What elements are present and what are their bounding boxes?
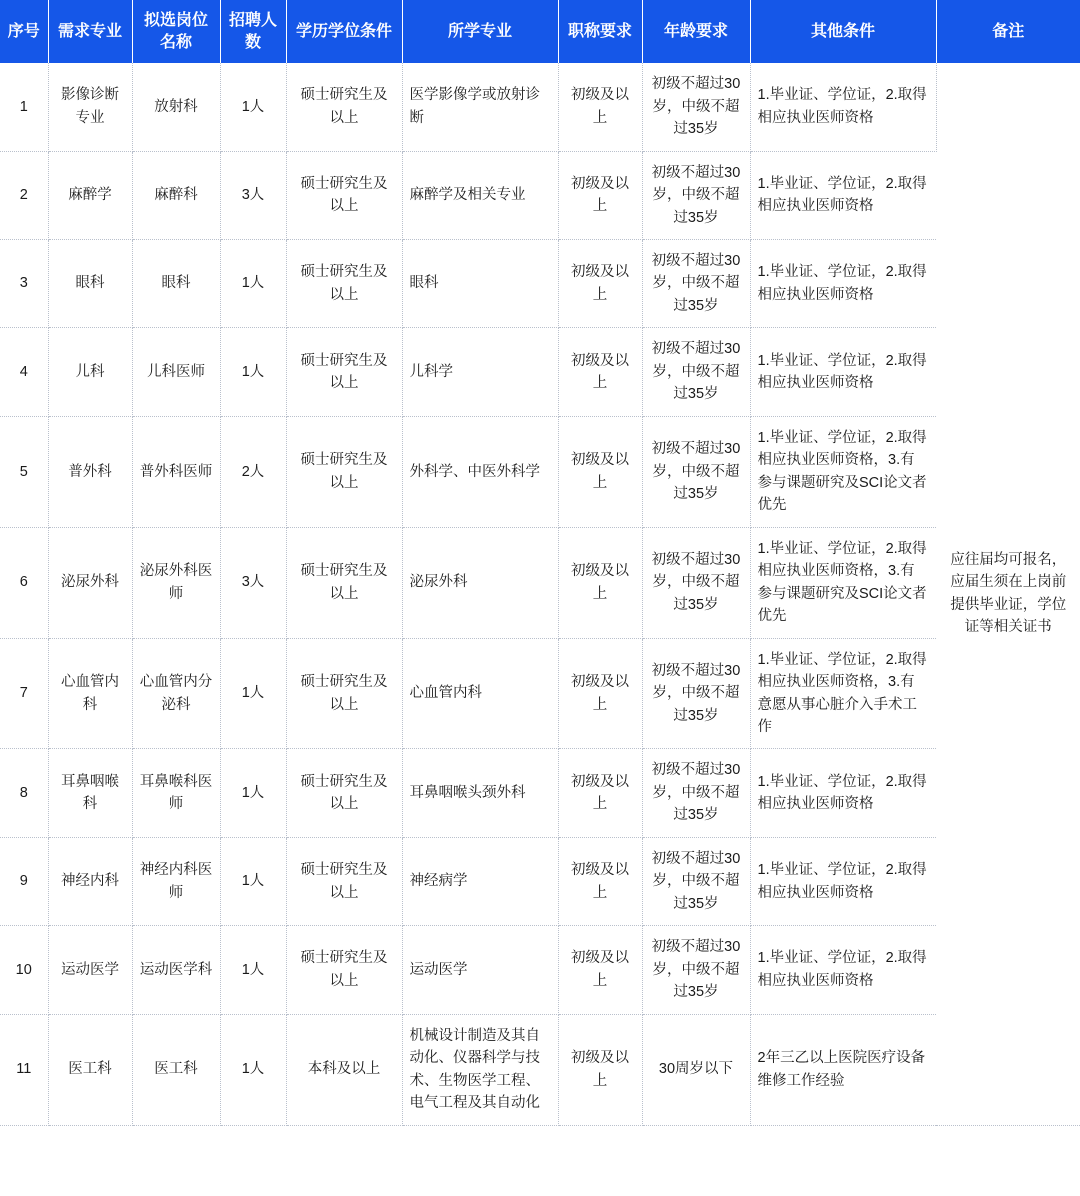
column-header-count: 招聘人数 [220,0,286,63]
table-row [0,1014,1080,1125]
cell-age: 初级不超过30岁，中级不超过35岁 [642,240,750,328]
cell-index: 2 [0,151,48,239]
table-row [0,416,1080,527]
cell-education: 硕士研究生及以上 [286,638,402,749]
cell-age: 初级不超过30岁，中级不超过35岁 [642,416,750,527]
cell-index: 9 [0,837,48,925]
cell-age: 初级不超过30岁，中级不超过35岁 [642,837,750,925]
cell-title: 初级及以上 [558,749,642,837]
column-header-remark: 备注 [936,0,1080,63]
cell-title: 初级及以上 [558,527,642,638]
cell-age: 初级不超过30岁，中级不超过35岁 [642,527,750,638]
cell-major: 影像诊断专业 [48,63,132,151]
cell-age: 初级不超过30岁，中级不超过35岁 [642,926,750,1014]
cell-count: 2人 [220,416,286,527]
cell-post: 麻醉科 [132,151,220,239]
cell-other: 1.毕业证、学位证，2.取得相应执业医师资格 [750,837,936,925]
cell-education: 硕士研究生及以上 [286,151,402,239]
column-header-major: 需求专业 [48,0,132,63]
cell-other: 1.毕业证、学位证，2.取得相应执业医师资格，3.有参与课题研究及SCI论文者优先 [750,416,936,527]
cell-major: 麻醉学 [48,151,132,239]
cell-index: 4 [0,328,48,416]
cell-title: 初级及以上 [558,638,642,749]
cell-age: 初级不超过30岁，中级不超过35岁 [642,638,750,749]
cell-other: 1.毕业证、学位证，2.取得相应执业医师资格，3.有意愿从事心脏介入手术工作 [750,638,936,749]
cell-education: 硕士研究生及以上 [286,416,402,527]
cell-field: 麻醉学及相关专业 [402,151,558,239]
cell-major: 医工科 [48,1014,132,1125]
cell-title: 初级及以上 [558,63,642,151]
cell-post: 普外科医师 [132,416,220,527]
cell-count: 1人 [220,1014,286,1125]
column-header-title: 职称要求 [558,0,642,63]
table-row [0,328,1080,416]
cell-field: 眼科 [402,240,558,328]
table-row [0,837,1080,925]
cell-education: 本科及以上 [286,1014,402,1125]
table-row [0,926,1080,1014]
cell-age: 初级不超过30岁，中级不超过35岁 [642,328,750,416]
table-row [0,151,1080,239]
cell-field: 外科学、中医外科学 [402,416,558,527]
cell-field: 神经病学 [402,837,558,925]
cell-major: 眼科 [48,240,132,328]
cell-major: 运动医学 [48,926,132,1014]
cell-count: 1人 [220,240,286,328]
cell-other: 1.毕业证、学位证，2.取得相应执业医师资格 [750,63,936,151]
cell-count: 1人 [220,926,286,1014]
table-header-row [0,0,1080,63]
cell-education: 硕士研究生及以上 [286,240,402,328]
cell-count: 3人 [220,527,286,638]
cell-field: 耳鼻咽喉头颈外科 [402,749,558,837]
cell-post: 耳鼻喉科医师 [132,749,220,837]
cell-field: 心血管内科 [402,638,558,749]
cell-field: 泌尿外科 [402,527,558,638]
cell-field: 医学影像学或放射诊断 [402,63,558,151]
table-header [0,0,1080,63]
cell-education: 硕士研究生及以上 [286,837,402,925]
cell-other: 1.毕业证、学位证，2.取得相应执业医师资格 [750,749,936,837]
table-row [0,240,1080,328]
column-header-post: 拟选岗位名称 [132,0,220,63]
cell-index: 10 [0,926,48,1014]
column-header-education: 学历学位条件 [286,0,402,63]
cell-index: 11 [0,1014,48,1125]
cell-post: 放射科 [132,63,220,151]
cell-title: 初级及以上 [558,416,642,527]
cell-index: 5 [0,416,48,527]
cell-count: 1人 [220,749,286,837]
cell-other: 1.毕业证、学位证，2.取得相应执业医师资格 [750,151,936,239]
table-row [0,638,1080,749]
table-row [0,527,1080,638]
column-header-other: 其他条件 [750,0,936,63]
cell-post: 眼科 [132,240,220,328]
cell-index: 8 [0,749,48,837]
cell-education: 硕士研究生及以上 [286,926,402,1014]
cell-age: 初级不超过30岁，中级不超过35岁 [642,151,750,239]
cell-post: 医工科 [132,1014,220,1125]
cell-post: 神经内科医师 [132,837,220,925]
cell-major: 泌尿外科 [48,527,132,638]
cell-count: 1人 [220,837,286,925]
column-header-field: 所学专业 [402,0,558,63]
cell-post: 泌尿外科医师 [132,527,220,638]
cell-remark: 应往届均可报名，应届生须在上岗前提供毕业证，学位证等相关证书 [936,63,1080,1125]
cell-title: 初级及以上 [558,151,642,239]
cell-education: 硕士研究生及以上 [286,527,402,638]
cell-field: 儿科学 [402,328,558,416]
cell-count: 1人 [220,63,286,151]
column-header-index: 序号 [0,0,48,63]
cell-other: 1.毕业证、学位证，2.取得相应执业医师资格，3.有参与课题研究及SCI论文者优先 [750,527,936,638]
cell-age: 30周岁以下 [642,1014,750,1125]
cell-other: 2年三乙以上医院医疗设备维修工作经验 [750,1014,936,1125]
cell-field: 运动医学 [402,926,558,1014]
cell-index: 3 [0,240,48,328]
cell-age: 初级不超过30岁，中级不超过35岁 [642,749,750,837]
cell-post: 儿科医师 [132,328,220,416]
cell-count: 1人 [220,638,286,749]
table-body [0,63,1080,1125]
cell-count: 3人 [220,151,286,239]
cell-title: 初级及以上 [558,837,642,925]
cell-count: 1人 [220,328,286,416]
cell-other: 1.毕业证、学位证，2.取得相应执业医师资格 [750,328,936,416]
cell-education: 硕士研究生及以上 [286,63,402,151]
cell-post: 运动医学科 [132,926,220,1014]
cell-title: 初级及以上 [558,926,642,1014]
cell-field: 机械设计制造及其自动化、仪器科学与技术、生物医学工程、电气工程及其自动化 [402,1014,558,1125]
cell-title: 初级及以上 [558,1014,642,1125]
cell-other: 1.毕业证、学位证，2.取得相应执业医师资格 [750,926,936,1014]
cell-education: 硕士研究生及以上 [286,749,402,837]
cell-title: 初级及以上 [558,328,642,416]
cell-other: 1.毕业证、学位证，2.取得相应执业医师资格 [750,240,936,328]
cell-major: 儿科 [48,328,132,416]
cell-index: 1 [0,63,48,151]
cell-age: 初级不超过30岁，中级不超过35岁 [642,63,750,151]
cell-title: 初级及以上 [558,240,642,328]
cell-index: 7 [0,638,48,749]
cell-education: 硕士研究生及以上 [286,328,402,416]
cell-post: 心血管内分泌科 [132,638,220,749]
cell-major: 普外科 [48,416,132,527]
cell-major: 耳鼻咽喉科 [48,749,132,837]
cell-major: 心血管内科 [48,638,132,749]
table-row [0,63,1080,151]
column-header-age: 年龄要求 [642,0,750,63]
table-row [0,749,1080,837]
cell-major: 神经内科 [48,837,132,925]
cell-index: 6 [0,527,48,638]
